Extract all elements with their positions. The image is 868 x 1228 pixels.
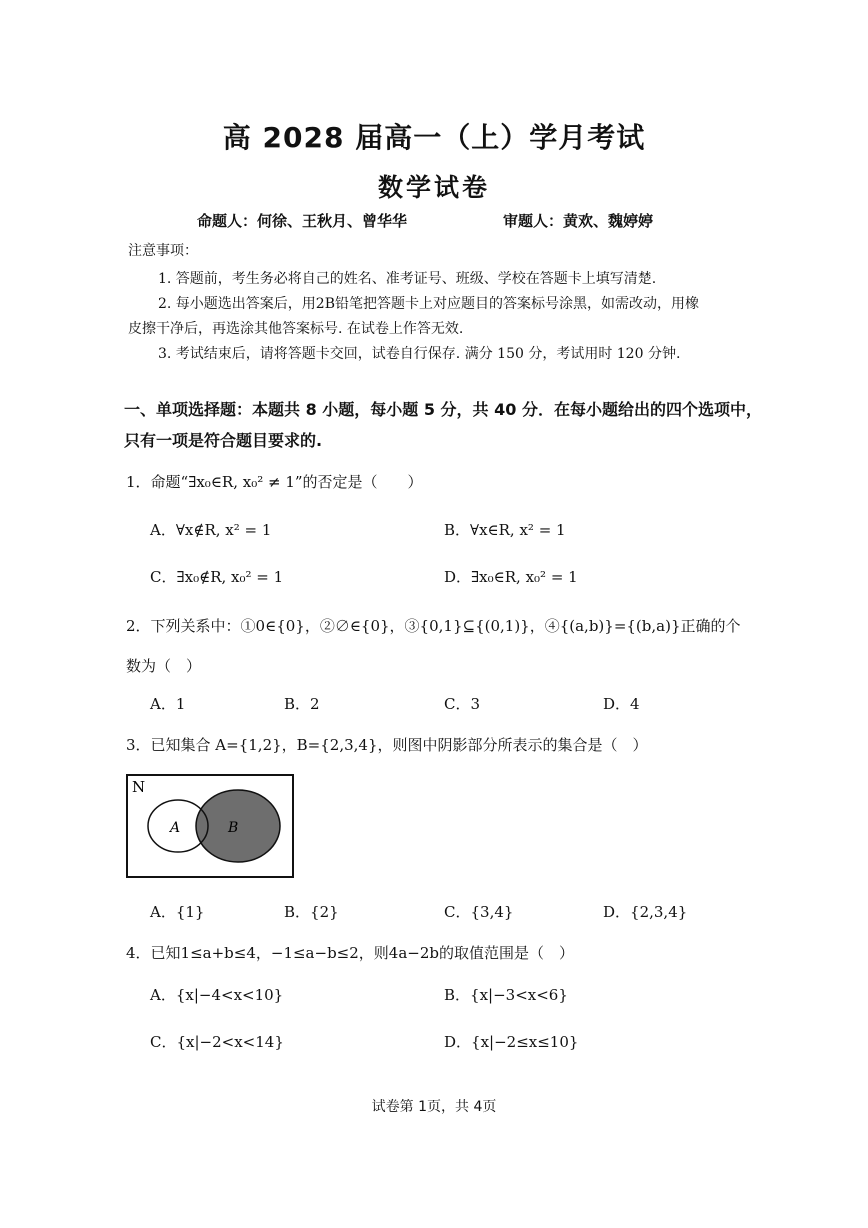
section-heading-cont: 只有一项是符合题目要求的. [124,431,323,450]
venn-diagram [126,774,294,878]
notes-title: 注意事项： [128,243,198,259]
exam-title: 高 2028 届高一（上）学月考试 [222,121,646,154]
note-item: 皮擦干净后，再选涂其他答案标号. 在试卷上作答无效. [128,321,464,337]
q2-option-c: C．3 [444,695,481,713]
q3-option-d: D．{2,3,4} [603,903,688,921]
q1-option-c: C．∃x₀∉R, x₀² = 1 [150,568,284,586]
q4-option-b: B．{x|−3<x<6} [444,986,568,1004]
exam-subject: 数学试卷 [377,173,490,202]
section-heading: 一、单项选择题：本题共 8 小题，每小题 5 分，共 40 分．在每小题给出的四个选项中， [124,400,762,419]
page-footer: 试卷第 1页，共 4页 [371,1099,497,1115]
q3-option-c: C．{3,4} [444,903,514,921]
question-4-stem: 4．已知1≤a+b≤4，−1≤a−b≤2，则4a−2b的取值范围是（ ） [126,944,574,962]
q1-option-d: D．∃x₀∈R, x₀² = 1 [444,568,578,586]
set-a-label: A [170,820,181,836]
q2-option-b: B．2 [284,695,320,713]
note-item: 1. 答题前，考生务必将自己的姓名、准考证号、班级、学校在答题卡上填写清楚. [158,271,657,287]
q3-option-b: B．{2} [284,903,339,921]
question-3-stem: 3．已知集合 A={1,2}，B={2,3,4}，则图中阴影部分所表示的集合是（ ） [126,736,648,754]
question-2-stem: 2．下列关系中：①0∈{0}，②∅∈{0}，③{0,1}⊆{(0,1)}，④{(a,b)}={(b,a)}正确的个 [126,617,741,635]
q2-option-a: A．1 [150,695,186,713]
question-1-stem: 1．命题“∃x₀∈R, x₀² ≠ 1”的否定是（ ） [126,473,423,491]
q4-option-d: D．{x|−2≤x≤10} [444,1033,579,1051]
question-2-stem-cont: 数为（ ） [126,657,202,675]
q4-option-a: A．{x|−4<x<10} [150,986,284,1004]
universe-label: N [132,778,146,796]
q4-option-c: C．{x|−2<x<14} [150,1033,284,1051]
exam-setters: 命题人：何徐、王秋月、曾华华 [197,212,408,230]
set-b-label: B [228,820,239,836]
exam-reviewers: 审题人：黄欢、魏婷婷 [503,212,654,230]
q3-option-a: A．{1} [150,903,205,921]
q1-option-b: B．∀x∈R, x² = 1 [444,521,566,539]
q1-option-a: A．∀x∉R, x² = 1 [150,521,272,539]
q2-option-d: D．4 [603,695,640,713]
note-item: 2. 每小题选出答案后，用2B铅笔把答题卡上对应题目的答案标号涂黑，如需改动，用橡 [158,296,700,312]
note-item: 3. 考试结束后，请将答题卡交回，试卷自行保存. 满分 150 分，考试用时 120 分钟. [158,346,681,362]
